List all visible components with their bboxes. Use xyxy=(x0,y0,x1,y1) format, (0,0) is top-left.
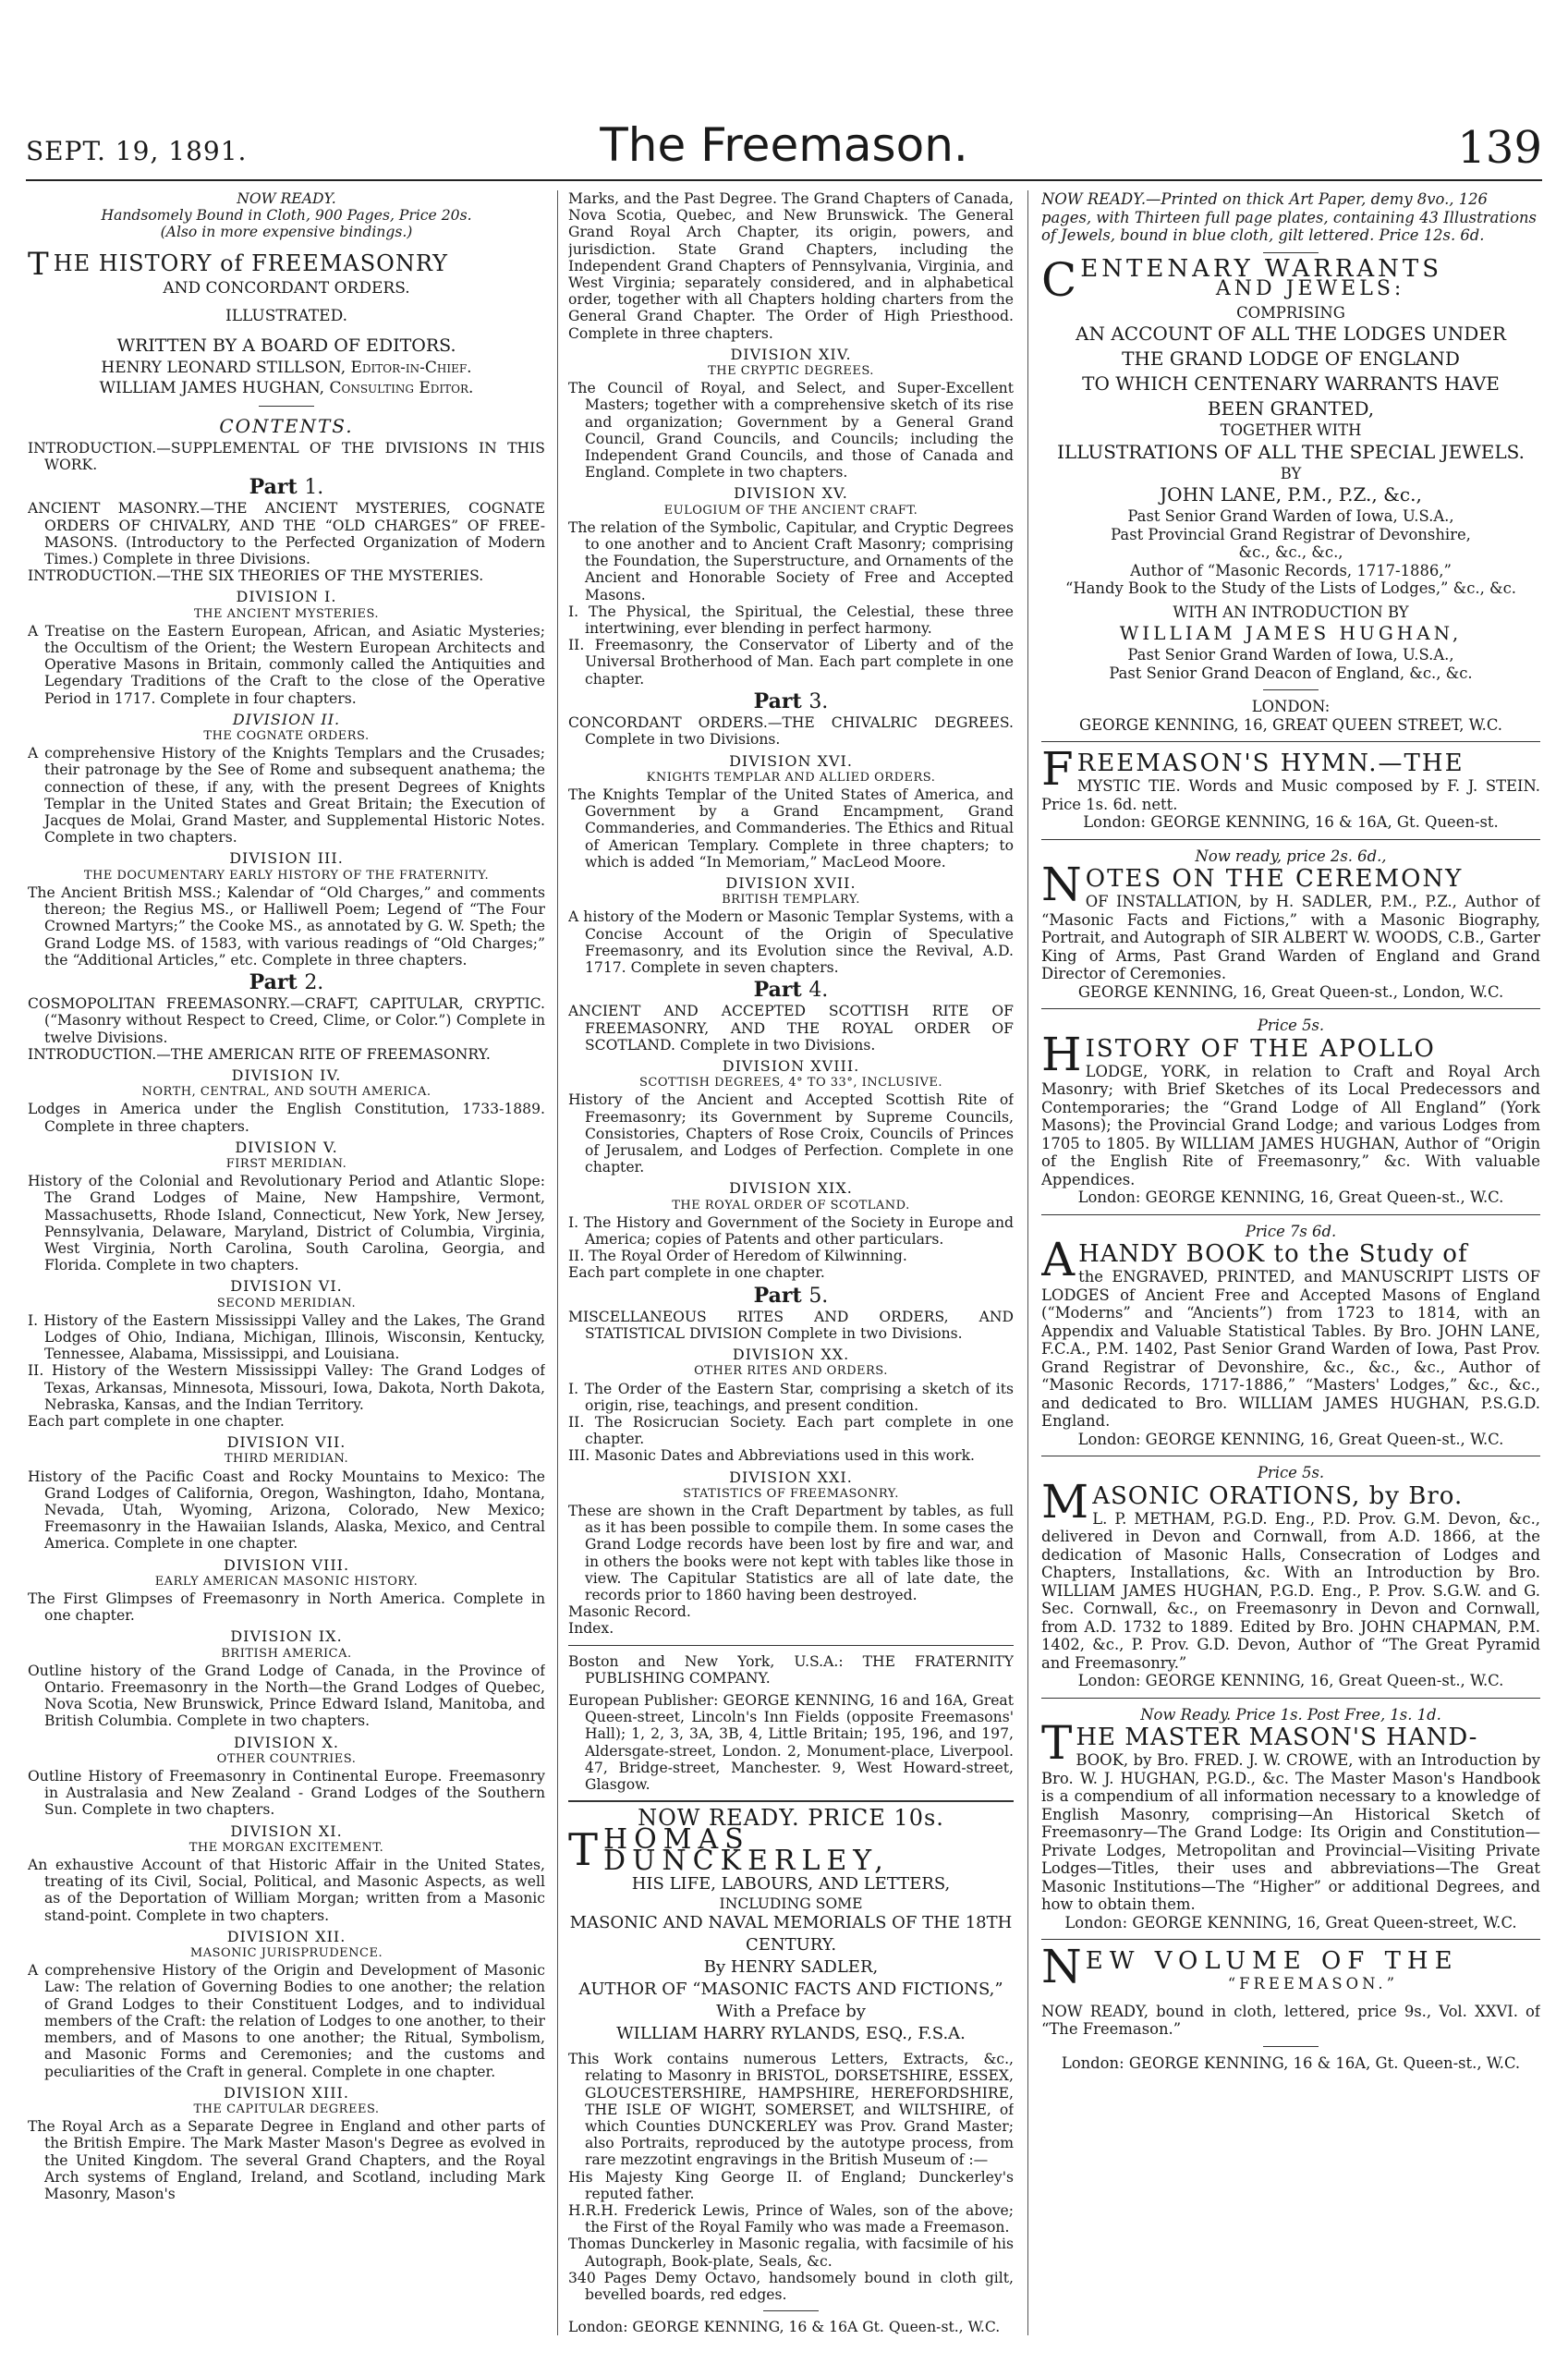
volume-title-initial: N xyxy=(1041,1940,1082,1993)
division-6: DIVISION VI. xyxy=(230,1277,343,1296)
notes-london: GEORGE KENNING, 16, Great Queen-st., London, W.C. xyxy=(1077,982,1504,1001)
separator xyxy=(1263,252,1319,253)
division-4: DIVISION IV. xyxy=(231,1066,342,1084)
lane-title-2: Past Provincial Grand Registrar of Devonshire, xyxy=(1111,525,1471,543)
column-2 xyxy=(568,190,1014,2339)
notes-text: OF INSTALLATION, by H. SADLER, P.M., P.Z., Author of “Masonic Facts and Fictions,” with a Masonic Biography, Portrait, and Autograph of SIR ALBERT W. WOODS, C.B., Garter King of Arms, Past Grand Warden of England and Grand Director of Ceremonies. xyxy=(1041,893,1540,982)
division-8-title: EARLY AMERICAN MASONIC HISTORY. xyxy=(154,1574,419,1589)
lane-title-4: Author of “Masonic Records, 1717-1886,” xyxy=(1130,561,1452,579)
publisher-europe: European Publisher: GEORGE KENNING, 16 and 16A, Great Queen-street, Lincoln's Inn Fields (opposite Freemasons' Hall); 1, 2, 3, 3A, 3B, 4, Little Britain; 195, 196, and 197, Aldersgate-street, London. 2, Monument-place, Liverpool. 47, Bridge-street, Manchester. 9, West Howard-street, Glasgow. xyxy=(568,1692,1014,1794)
division-11: DIVISION XI. xyxy=(230,1822,343,1840)
hymn-london: London: GEORGE KENNING, 16 & 16A, Gt. Queen-st. xyxy=(1083,813,1499,831)
volume-text: NOW READY, bound in cloth, lettered, price 9s., Vol. XXVI. of “The Freemason.” xyxy=(1041,2002,1540,2038)
cosmopolitan: COSMOPOLITAN FREEMASONRY.—CRAFT, CAPITULAR, CRYPTIC. (“Masonry without Respect to Creed, Clime, or Color.”) Complete in twelve Divisions. xyxy=(28,995,545,1046)
miscellaneous-rites: MISCELLANEOUS RITES AND ORDERS, AND STATISTICAL DIVISION Complete in two Divisions. xyxy=(568,1308,1014,1342)
division-2-title: THE COGNATE ORDERS. xyxy=(203,729,370,744)
orations-title-initial: M xyxy=(1041,1474,1089,1529)
division-20-text-1: I. The Order of the Eastern Star, comprising a sketch of its origin, rise, teachings, and present condition. xyxy=(568,1380,1014,1414)
orations-price: Price 5s. xyxy=(1257,1464,1325,1481)
sadler-author-of: AUTHOR OF “MASONIC FACTS AND FICTIONS,” xyxy=(578,1980,1003,2000)
portrait-dunckerley: Thomas Dunckerley in Masonic regalia, with facsimile of his Autograph, Book-plate, Seals, &c. xyxy=(568,2236,1014,2270)
part-3-heading: Part 3. xyxy=(753,688,829,713)
now-ready-price: NOW READY. PRICE 10s. xyxy=(638,1805,944,1832)
division-19: DIVISION XIX. xyxy=(729,1179,853,1198)
division-18: DIVISION XVIII. xyxy=(722,1056,860,1075)
including-some: INCLUDING SOME xyxy=(719,1895,863,1912)
illustrated: ILLUSTRATED. xyxy=(225,306,347,325)
division-6-text-3: Each part complete in one chapter. xyxy=(28,1412,285,1430)
book-title-rest: HE HISTORY of FREEMASONRY xyxy=(53,250,449,276)
division-7-text: History of the Pacific Coast and Rocky Mountains to Mexico: The Grand Lodges of California, Oregon, Washington, Idaho, Montana, Nevada, Utah, Wyoming, Arizona, Colorado, New Mexico; Freemasonry in the Hawaiian Islands, Alaska, Mexico, and Central America. Complete in one chapter. xyxy=(28,1468,545,1553)
column-divider-1 xyxy=(557,190,558,2335)
and-jewels: AND JEWELS: xyxy=(1215,277,1405,300)
part-5-heading: Part 5. xyxy=(753,1283,829,1308)
rylands: WILLIAM HARRY RYLANDS, ESQ., F.S.A. xyxy=(616,2024,966,2044)
book-subtitle: AND CONCORDANT ORDERS. xyxy=(163,278,410,298)
separator xyxy=(1041,1214,1540,1215)
masthead xyxy=(26,109,1542,174)
masonic-naval-memorials: MASONIC AND NAVAL MEMORIALS OF THE 18TH CENTURY. xyxy=(569,1913,1013,1956)
division-10-text: Outline History of Freemasonry in Continental Europe. Freemasonry in Australasia and New Zealand - Grand Lodges of the Southern Sun. Complete in two chapters. xyxy=(28,1768,545,1819)
column-3 xyxy=(1041,190,1540,2339)
binding-note: (Also in more expensive bindings.) xyxy=(160,224,413,241)
division-8: DIVISION VIII. xyxy=(223,1555,350,1574)
scottish-rite: ANCIENT AND ACCEPTED SCOTTISH RITE OF FREEMASONRY, AND THE ROYAL ORDER OF SCOTLAND. Complete in two Divisions. xyxy=(568,1003,1014,1054)
division-21-text: These are shown in the Craft Department by tables, as full as it has been possible to compile them. In some cases the Grand Lodge records have been lost by fire and war, and in others the books were not kept with tables like those in view. The Capitular Statistics are all of late date, the records prior to 1860 having been destroyed. xyxy=(568,1503,1014,1604)
hymn-text: MYSTIC TIE. Words and Music composed by F. J. STEIN. Price 1s. 6d. nett. xyxy=(1041,777,1540,813)
dunckerley-title-rest: HOMAS DUNCKERLEY, xyxy=(603,1823,890,1877)
by-label: BY xyxy=(1280,464,1302,482)
division-14-title: THE CRYPTIC DEGREES. xyxy=(708,364,874,379)
division-1-text: A Treatise on the Eastern European, African, and Asiatic Mysteries; the Occultism of the Orient; the Western European Architects and Operative Masons in Britain, commonly called the Antiquities and Legendary Traditions of the Craft to the close of the Operative Period in 1717. Complete in four chapters. xyxy=(28,622,545,707)
apollo-london: London: GEORGE KENNING, 16, Great Queen-st., W.C. xyxy=(1077,1188,1504,1206)
division-20-title: OTHER RITES AND ORDERS. xyxy=(694,1364,888,1379)
division-7-title: THIRD MERIDIAN. xyxy=(224,1452,349,1467)
dunckerley-title-initial: T xyxy=(568,1824,599,1877)
intro-american-rite: INTRODUCTION.—THE AMERICAN RITE OF FREEMASONRY. xyxy=(28,1045,491,1063)
newspaper-title: The Freemason. xyxy=(600,118,968,172)
orations-london: London: GEORGE KENNING, 16, Great Queen-st., W.C. xyxy=(1077,1672,1504,1689)
division-4-text: Lodges in America under the English Constitution, 1733-1889. Complete in three chapters. xyxy=(28,1101,545,1135)
division-3: DIVISION III. xyxy=(229,849,344,868)
separator-thick xyxy=(568,1800,1014,1802)
division-3-title: THE DOCUMENTARY EARLY HISTORY OF THE FRATERNITY. xyxy=(83,868,490,883)
account-line-1: AN ACCOUNT OF ALL THE LODGES UNDER xyxy=(1076,323,1506,345)
book-title-initial: T xyxy=(28,245,50,283)
column-1 xyxy=(28,190,545,2339)
intro-supplemental: INTRODUCTION.—SUPPLEMENTAL OF THE DIVISIONS IN THIS WORK. xyxy=(28,439,545,474)
masonic-record: Masonic Record. xyxy=(568,1603,691,1621)
division-5-text: History of the Colonial and Revolutionary Period and Atlantic Slope: The Grand Lodges of Maine, New Hampshire, Vermont, Massachusetts, Rhode Island, Connecticut, New York, New Jersey, Pennsylvania, Delaware, Maryland, District of Columbia, Virginia, West Virginia, North Carolina, South Carolina, Georgia, and Florida. Complete in two chapters. xyxy=(28,1173,545,1274)
notes-price: Now ready, price 2s. 6d., xyxy=(1195,847,1387,865)
separator xyxy=(1041,839,1540,840)
separator xyxy=(763,2310,819,2311)
page-count: 340 Pages Demy Octavo, handsomely bound in cloth gilt, bevelled boards, red edges. xyxy=(568,2269,1014,2303)
division-21-title: STATISTICS OF FREEMASONRY. xyxy=(683,1486,899,1501)
division-9: DIVISION IX. xyxy=(230,1627,343,1646)
portrait-king: His Majesty King George II. of England; Dunckerley's reputed father. xyxy=(568,2168,1014,2202)
orations-title-rest: ASONIC ORATIONS, by Bro. xyxy=(1092,1481,1464,1510)
master-title-rest: HE MASTER MASON'S HAND- xyxy=(1076,1724,1478,1751)
division-1-title: THE ANCIENT MYSTERIES. xyxy=(193,606,380,621)
apollo-title-rest: ISTORY OF THE APOLLO xyxy=(1085,1034,1436,1063)
division-16-title: KNIGHTS TEMPLAR AND ALLIED ORDERS. xyxy=(646,770,936,785)
master-text: BOOK, by Bro. FRED. J. W. CROWE, with an Introduction by Bro. W. J. HUGHAN, P.G.D., &c. The Master Mason's Handbook is a compendium of all information necessary to a knowledge of English Masonry, comprising—An Historical Sketch of Freemasonry—The Grand Lodge: Its Origin and Constitution—Private Lodges, Metropolitan and Provincial—Visiting Private Lodges—Titles, their uses and abbreviations—The Great Masonic Institutions—The “Higher” or additional Degrees, and how to obtain them. xyxy=(1041,1751,1540,1913)
separator xyxy=(1041,741,1540,742)
ancient-masonry: ANCIENT MASONRY.—THE ANCIENT MYSTERIES, COGNATE ORDERS OF CHIVALRY, AND THE “OLD CHARGES” OF FREE-MASONS. (Introductory to the Perfected Organization of Modern Times.) Complete in three Divisions. xyxy=(28,500,545,568)
division-20-text-3: III. Masonic Dates and Abbreviations used in this work. xyxy=(568,1447,975,1465)
editor-consulting: WILLIAM JAMES HUGHAN, Consulting Editor. xyxy=(99,378,474,397)
division-3-text: The Ancient British MSS.; Kalendar of “Old Charges,” and comments thereon; the Regius MS., or Halliwell Poem; Legend of “The Four Crowned Martyrs;” the Cooke MS., as annotated by G. W. Speth; the Grand Lodge MS. of 1583, with various readings of “Old Charges;” the “Additional Articles,” etc. Complete in three chapters. xyxy=(28,883,545,969)
apollo-price: Price 5s. xyxy=(1257,1017,1325,1034)
handy-london: London: GEORGE KENNING, 16, Great Queen-st., W.C. xyxy=(1077,1430,1504,1448)
division-20-text-2: II. The Rosicrucian Society. Each part complete in one chapter. xyxy=(568,1414,1014,1448)
division-15-text-1: The relation of the Symbolic, Capitular, and Cryptic Degrees to one another and to Ancient Craft Masonry; comprising the Foundation, the Superstructure, and Ornaments of the Ancient and Honorable Society of Free and Accepted Masons. xyxy=(568,518,1014,603)
index-note: Index. xyxy=(568,1620,614,1638)
division-15-text-3: II. Freemasonry, the Conservator of Liberty and of the Universal Brotherhood of Man. Each part complete in one chapter. xyxy=(568,637,1014,688)
division-2: DIVISION II. xyxy=(232,710,341,728)
preface-by: With a Preface by xyxy=(716,2002,866,2022)
special-jewels: ILLUSTRATIONS OF ALL THE SPECIAL JEWELS. xyxy=(1056,440,1525,463)
london-label: LONDON: xyxy=(1251,698,1331,715)
author-lane: JOHN LANE, P.M., P.Z., &c., xyxy=(1160,483,1422,506)
binding-price: Handsomely Bound in Cloth, 900 Pages, Price 20s. xyxy=(101,207,472,225)
division-11-text: An exhaustive Account of that Historic Affair in the United States, treating of its Civil, Social, Political, and Masonic Aspects, as well as of the Deportation of William Morgan; written from a Masonic stand-point. Complete in two chapters. xyxy=(28,1857,545,1924)
together-with: TOGETHER WITH xyxy=(1220,421,1362,439)
part-4-heading: Part 4. xyxy=(753,978,829,1003)
separator xyxy=(1041,1698,1540,1699)
by-sadler: By HENRY SADLER, xyxy=(703,1957,879,1978)
volume-london: London: GEORGE KENNING, 16 & 16A, Gt. Queen-st., W.C. xyxy=(1061,2053,1521,2072)
lane-title-3: &c., &c., &c., xyxy=(1238,543,1343,561)
notes-title-rest: OTES ON THE CEREMONY xyxy=(1085,865,1464,893)
issue-date: SEPT. 19, 1891. xyxy=(26,136,248,166)
account-line-4: BEEN GRANTED, xyxy=(1207,397,1375,420)
division-6-text-2: II. History of the Western Mississippi Valley: The Grand Lodges of Texas, Arkansas, Minnesota, Missouri, Iowa, Dakota, North Dakota, Nebraska, Kansas, and the Indian Territory. xyxy=(28,1362,545,1413)
division-15: DIVISION XV. xyxy=(734,484,848,503)
division-14-text: The Council of Royal, and Select, and Super-Excellent Masters; together with a comprehensive sketch of its rise and organization; Government by a General Grand Council, Grand Councils, and Councils; including the Independent Grand Councils, and those of Canada and England. Complete in two chapters. xyxy=(568,380,1014,481)
division-5: DIVISION V. xyxy=(235,1138,338,1156)
masthead-rule xyxy=(26,179,1542,181)
division-13: DIVISION XIII. xyxy=(224,2083,349,2102)
hymn-title-initial: F xyxy=(1041,742,1074,796)
page-number: 139 xyxy=(1457,122,1542,174)
division-7: DIVISION VII. xyxy=(226,1433,346,1452)
notes-title-initial: N xyxy=(1041,858,1082,911)
written-by: WRITTEN BY A BOARD OF EDITORS. xyxy=(116,335,456,356)
master-title-initial: T xyxy=(1041,1716,1073,1770)
division-17-title: BRITISH TEMPLARY. xyxy=(722,893,860,908)
work-description: This Work contains numerous Letters, Extracts, &c., relating to Masonry in BRISTOL, DORSETSHIRE, ESSEX, GLOUCESTERSHIRE, HAMPSHIRE, HEREFORDSHIRE, THE ISLE OF WIGHT, SOMERSET, and WILTSHIRE, of which Counties DUNCKERLEY was Prov. Grand Master; also Portraits, reproduced by the autotype process, from rare mezzotint engravings in the British Museum of :— xyxy=(568,2051,1014,2169)
division-15-title: EULOGIUM OF THE ANCIENT CRAFT. xyxy=(663,503,918,518)
handy-price: Price 7s 6d. xyxy=(1245,1222,1337,1240)
division-6-text-1: I. History of the Eastern Mississippi Valley and the Lakes, The Grand Lodges of Ohio, Indiana, Michigan, Illinois, Wisconsin, Kentucky, Tennessee, Alabama, Mississippi, and Louisiana. xyxy=(28,1311,545,1363)
division-13-title: THE CAPITULAR DEGREES. xyxy=(193,2102,380,2116)
division-10: DIVISION X. xyxy=(234,1733,339,1751)
division-12-title: MASONIC JURISPRUDENCE. xyxy=(189,1946,383,1961)
dunckerley-subtitle: HIS LIFE, LABOURS, AND LETTERS, xyxy=(631,1873,951,1894)
separator xyxy=(1263,689,1319,690)
separator xyxy=(259,406,314,407)
orations-title xyxy=(1041,1474,1540,1529)
hymn-title-rest: REEMASON'S HYMN.—THE xyxy=(1076,749,1465,777)
account-line-2: THE GRAND LODGE OF ENGLAND xyxy=(1122,347,1460,370)
handy-title-rest: HANDY BOOK to the Study of xyxy=(1078,1240,1468,1268)
hughan-title-2: Past Senior Grand Deacon of England, &c., &c. xyxy=(1109,664,1473,682)
handy-text: the ENGRAVED, PRINTED, and MANUSCRIPT LISTS OF LODGES of Ancient Free and Accepted Masons of England (“Moderns” and “Ancients”) from 1723 to 1814, with an Appendix and Valuable Statistical Tables. By Bro. JOHN LANE, F.C.A., P.M. 1402, Past Senior Grand Warden of Iowa, Past Prov. Grand Registrar of Devonshire, &c., &c., &c., Author of “Masonic Records, 1717-1886,” “Masters' Lodges,” &c., &c., and dedicated to Bro. WILLIAM JAMES HUGHAN, P.S.G.D. England. xyxy=(1041,1268,1540,1430)
concordant-orders: CONCORDANT ORDERS.—THE CHIVALRIC DEGREES. Complete in two Divisions. xyxy=(568,714,1014,749)
division-13-text: The Royal Arch as a Separate Degree in England and other parts of the British Empire. The Mark Master Mason's Degree as evolved in the United Kingdom. The several Grand Chapters, and the Royal Arch systems of England, Ireland, and Scotland, including Mark Masonry, Mason's xyxy=(28,2118,545,2202)
separator xyxy=(1041,1939,1540,1940)
division-12-text: A comprehensive History of the Origin and Development of Masonic Law: The relation of Governing Bodies to one another; the relation of Grand Lodges to their Constituent Lodges, and to individual members of the Craft: the relation of Lodges to one another, to their members, and of Masons to one another; the Ritual, Symbolism, and Masonic Forms and Ceremonies; and the customs and peculiarities of the Craft in general. Complete in one chapter. xyxy=(28,1962,545,2080)
division-16-text: The Knights Templar of the United States of America, and Government by a Grand Encampment, Grand Commanderies, and Commanderies. The Ethics and Ritual of American Templary. Complete in three chapters; to which is added “In Memoriam,” MacLeod Moore. xyxy=(568,786,1014,871)
part-1-heading: Part 1. xyxy=(249,475,324,500)
separator xyxy=(1041,1008,1540,1009)
division-19-text-1: I. The History and Government of the Society in Europe and America; copies of Patents and other particulars. xyxy=(568,1213,1014,1248)
division-17: DIVISION XVII. xyxy=(725,873,857,892)
division-1: DIVISION I. xyxy=(236,588,337,606)
separator xyxy=(1263,2046,1319,2047)
apollo-title-initial: H xyxy=(1041,1027,1082,1081)
volume-subtitle: “FREEMASON.” xyxy=(1227,1975,1398,1992)
master-title xyxy=(1041,1716,1540,1770)
now-ready: NOW READY. xyxy=(237,190,336,207)
author-hughan: WILLIAM JAMES HUGHAN, xyxy=(1119,622,1463,644)
division-20: DIVISION XX. xyxy=(732,1346,850,1364)
book-title xyxy=(28,245,545,283)
part-2-heading: Part 2. xyxy=(249,969,324,994)
division-19-text-2: II. The Royal Order of Heredom of Kilwinning. xyxy=(568,1248,907,1265)
hughan-title-1: Past Senior Grand Warden of Iowa, U.S.A., xyxy=(1127,646,1454,664)
division-8-text: The First Glimpses of Freemasonry in North America. Complete in one chapter. xyxy=(28,1590,545,1625)
division-9-title: BRITISH AMERICA. xyxy=(221,1646,352,1661)
division-19-text-3: Each part complete in one chapter. xyxy=(568,1264,825,1282)
division-18-title: SCOTTISH DEGREES, 4° TO 33°, INCLUSIVE. xyxy=(639,1076,942,1091)
volume-title-rest: EW VOLUME OF THE xyxy=(1085,1947,1459,1975)
division-19-title: THE ROYAL ORDER OF SCOTLAND. xyxy=(672,1198,910,1212)
lane-title-5: “Handy Book to the Study of the Lists of Lodges,” &c., &c. xyxy=(1064,579,1517,597)
with-introduction: WITH AN INTRODUCTION BY xyxy=(1173,603,1409,621)
division-21: DIVISION XXI. xyxy=(729,1468,853,1486)
division-5-title: FIRST MERIDIAN. xyxy=(225,1156,347,1171)
division-17-text: A history of the Modern or Masonic Templar Systems, with a Concise Account of the Origin of Speculative Freemasonry, and its Evolution since the Revival, A.D. 1717. Complete in seven chapters. xyxy=(568,908,1014,976)
division-16: DIVISION XVI. xyxy=(729,751,853,770)
division-18-text: History of the Ancient and Accepted Scottish Rite of Freemasonry; its Government by Supreme Councils, Consistories, Chapters of Rose Croix, Councils of Princes of Jerusalem, and Lodges of Perfection. Complete in one chapter. xyxy=(568,1091,1014,1176)
orations-text: L. P. METHAM, P.G.D. Eng., P.D. Prov. G.M. Devon, &c., delivered in Devon and Cornwall, from A.D. 1866, at the dedication of Masonic Halls, Consecration of Lodges and Chapters, Installations, &c. With an Introduction by Bro. WILLIAM JAMES HUGHAN, P.G.D. Eng., P. Prov. S.G.W. and G. Sec. Cornwall, &c., on Freemasonry in Devon and Cornwall, from A.D. 1732 to 1889. Edited by Bro. JOHN CHAPMAN, P.M. 1402, &c., P. Prov. G.D. Devon, Author of “The Great Pyramid and Freemasonry.” xyxy=(1041,1509,1540,1672)
london-address: GEORGE KENNING, 16, GREAT QUEEN STREET, W.C. xyxy=(1079,715,1502,734)
publisher-us: Boston and New York, U.S.A.: THE FRATERNITY PUBLISHING COMPANY. xyxy=(568,1652,1014,1687)
editor-chief: HENRY LEONARD STILLSON, Editor-in-Chief. xyxy=(101,358,472,377)
division-14: DIVISION XIV. xyxy=(730,345,852,363)
column-divider-2 xyxy=(1027,190,1028,2335)
portrait-frederick: H.R.H. Frederick Lewis, Prince of Wales, son of the above; the First of the Royal Family who was made a Freemason. xyxy=(568,2201,1014,2236)
division-9-text: Outline history of the Grand Lodge of Canada, in the Province of Ontario. Freemasonry in the North—the Grand Lodges of Quebec, Nova Scotia, New Brunswick, Prince Edward Island, Manitoba, and British Columbia. Complete in two chapters. xyxy=(28,1662,545,1730)
lane-title-1: Past Senior Grand Warden of Iowa, U.S.A., xyxy=(1127,507,1454,525)
capitular-continued: Marks, and the Past Degree. The Grand Chapters of Canada, Nova Scotia, Quebec, and New Brunswick. The General Grand Royal Arch Chapter, its origin, powers, and jurisdiction. State Grand Chapters, including the Independent Grand Chapters of Pennsylvania, Virginia, and West Virginia; separately considered, and in alphabetical order, together with all Chapters holding charters from the General Grand Chapter. The Order of High Priesthood. Complete in three chapters. xyxy=(568,190,1014,342)
division-15-text-2: I. The Physical, the Spiritual, the Celestial, these three intertwining, ever blending in perfect harmony. xyxy=(568,603,1014,638)
separator xyxy=(568,1645,1014,1646)
division-12: DIVISION XII. xyxy=(226,1927,346,1945)
division-11-title: THE MORGAN EXCITEMENT. xyxy=(188,1840,384,1855)
division-4-title: NORTH, CENTRAL, AND SOUTH AMERICA. xyxy=(141,1085,432,1100)
master-price: Now Ready. Price 1s. Post Free, 1s. 1d. xyxy=(1140,1705,1441,1724)
division-10-title: OTHER COUNTRIES. xyxy=(216,1751,357,1766)
apollo-text: LODGE, YORK, in relation to Craft and Royal Arch Masonry; with Brief Sketches of its Local Predecessors and Contemporaries; the “Grand Lodge of All England” (York Masons); the Provincial Grand Lodge; and various Lodges from 1705 to 1805. By WILLIAM JAMES HUGHAN, Author of “Origin of the English Rite of Freemasonry,” &c. With valuable Appendices. xyxy=(1041,1062,1540,1188)
division-2-text: A comprehensive History of the Knights Templars and the Crusades; their patronage by the See of Rome and subsequent anathema; the connection of these, if any, with the present Degrees of Knights Templar in the United States and Great Britain; the Execution of Jacques de Molai, Grand Master, and Supplemental Historic Notes. Complete in two chapters. xyxy=(28,745,545,847)
apollo-title xyxy=(1041,1027,1540,1081)
centenary-title-rest: ENTENARY WARRANTS xyxy=(1080,254,1443,283)
contents-heading: CONTENTS. xyxy=(219,414,354,437)
master-london: London: GEORGE KENNING, 16, Great Queen-street, W.C. xyxy=(1064,1913,1517,1931)
account-line-3: TO WHICH CENTENARY WARRANTS HAVE xyxy=(1082,372,1500,395)
handy-title-initial: A xyxy=(1041,1233,1076,1286)
handy-title xyxy=(1041,1233,1540,1286)
centenary-title-initial: C xyxy=(1041,252,1077,307)
notes-title xyxy=(1041,858,1540,911)
dunckerley-london: London: GEORGE KENNING, 16 & 16A Gt. Queen-st., W.C. xyxy=(568,2319,1001,2336)
centenary-now-ready: NOW READY.—Printed on thick Art Paper, demy 8vo., 126 pages, with Thirteen full page plates, containing 43 Illustrations of Jewels, bound in blue cloth, gilt lettered. Price 12s. 6d. xyxy=(1041,190,1537,244)
comprising: COMPRISING xyxy=(1236,303,1345,322)
division-6-title: SECOND MERIDIAN. xyxy=(216,1296,357,1310)
dunckerley-title xyxy=(568,1823,1014,1877)
intro-six-theories: INTRODUCTION.—THE SIX THEORIES OF THE MYSTERIES. xyxy=(28,567,484,585)
